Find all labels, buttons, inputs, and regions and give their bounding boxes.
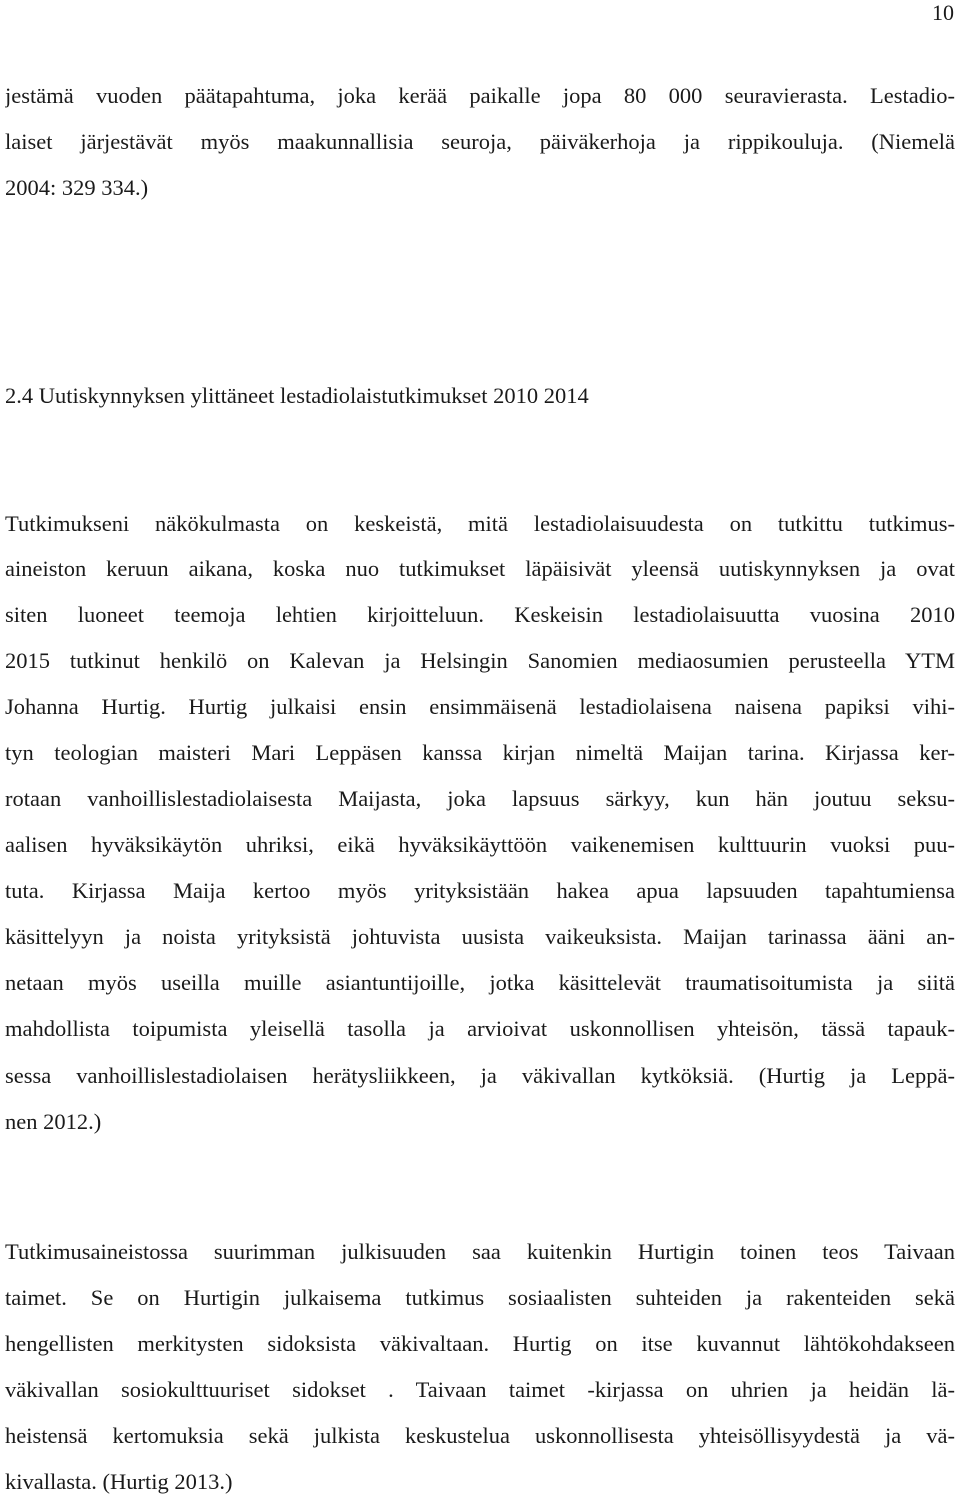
text-line: hengellisten merkitysten sidoksista väkivaltaan. Hurtig on itse kuvannut lähtökohdakseen <box>5 1331 955 1356</box>
text-line: kivallasta. (Hurtig 2013.) <box>5 1469 233 1494</box>
text-line: mahdollista toipumista yleisellä tasolla ja arvioivat uskonnollisen yhteisön, tässä tapauk- <box>5 1016 955 1041</box>
text-line: Tutkimukseni näkökulmasta on keskeistä, mitä lestadiolaisuudesta on tutkittu tutkimus- <box>5 511 955 536</box>
text-line: siten luoneet teemoja lehtien kirjoitteluun. Keskeisin lestadiolaisuutta vuosina 2010 <box>5 602 955 627</box>
text-line: taimet. Se on Hurtigin julkaisema tutkimus sosiaalisten suhteiden ja rakenteiden sekä <box>5 1285 955 1310</box>
text-line: aalisen hyväksikäytön uhriksi, eikä hyväksikäyttöön vaikenemisen kulttuurin vuoksi puu- <box>5 832 955 857</box>
text-line: 2004: 329 334.) <box>5 175 149 200</box>
text-line: jestämä vuoden päätapahtuma, joka kerää paikalle jopa 80 000 seuravierasta. Lestadio- <box>5 83 955 108</box>
text-line: sessa vanhoillislestadiolaisen herätysliikkeen, ja väkivallan kytköksiä. (Hurtig ja Leppä- <box>5 1063 955 1088</box>
text-line: aineiston keruun aikana, koska nuo tutkimukset läpäisivät yleensä uutiskynnyksen ja ovat <box>5 556 955 581</box>
text-line: nen 2012.) <box>5 1109 102 1134</box>
text-line: tyn teologian maisteri Mari Leppäsen kanssa kirjan nimeltä Maijan tarina. Kirjassa ker- <box>5 740 955 765</box>
text-line: tuta. Kirjassa Maija kertoo myös yrityksistään hakea apua lapsuuden tapahtumiensa <box>5 878 955 903</box>
text-line: heistensä kertomuksia sekä julkista keskustelua uskonnollisesta yhteisöllisyydestä ja vä- <box>5 1423 955 1448</box>
text-line: rotaan vanhoillislestadiolaisesta Maijasta, joka lapsuus särkyy, kun hän joutuu seksu- <box>5 786 955 811</box>
text-line: Johanna Hurtig. Hurtig julkaisi ensin ensimmäisenä lestadiolaisena naisena papiksi vihi- <box>5 694 955 719</box>
text-line: netaan myös useilla muille asiantuntijoille, jotka käsittelevät traumatisoitumista ja siitä <box>5 970 955 995</box>
text-line: laiset järjestävät myös maakunnallisia seuroja, päiväkerhoja ja rippikouluja. (Niemelä <box>5 129 955 154</box>
text-line: käsittelyyn ja noista yrityksistä johtuvista uusista vaikeuksista. Maijan tarinassa ääni an- <box>5 924 955 949</box>
text-line: 2015 tutkinut henkilö on Kalevan ja Helsingin Sanomien mediaosumien perusteella YTM <box>5 648 955 673</box>
page-number: 10 <box>932 0 954 25</box>
text-line: Tutkimusaineistossa suurimman julkisuuden saa kuitenkin Hurtigin toinen teos Taivaan <box>5 1239 955 1264</box>
section-heading: 2.4 Uutiskynnyksen ylittäneet lestadiolaistutkimukset 2010 2014 <box>5 383 589 408</box>
text-line: väkivallan sosiokulttuuriset sidokset . Taivaan taimet -kirjassa on uhrien ja heidän lä- <box>5 1377 955 1402</box>
